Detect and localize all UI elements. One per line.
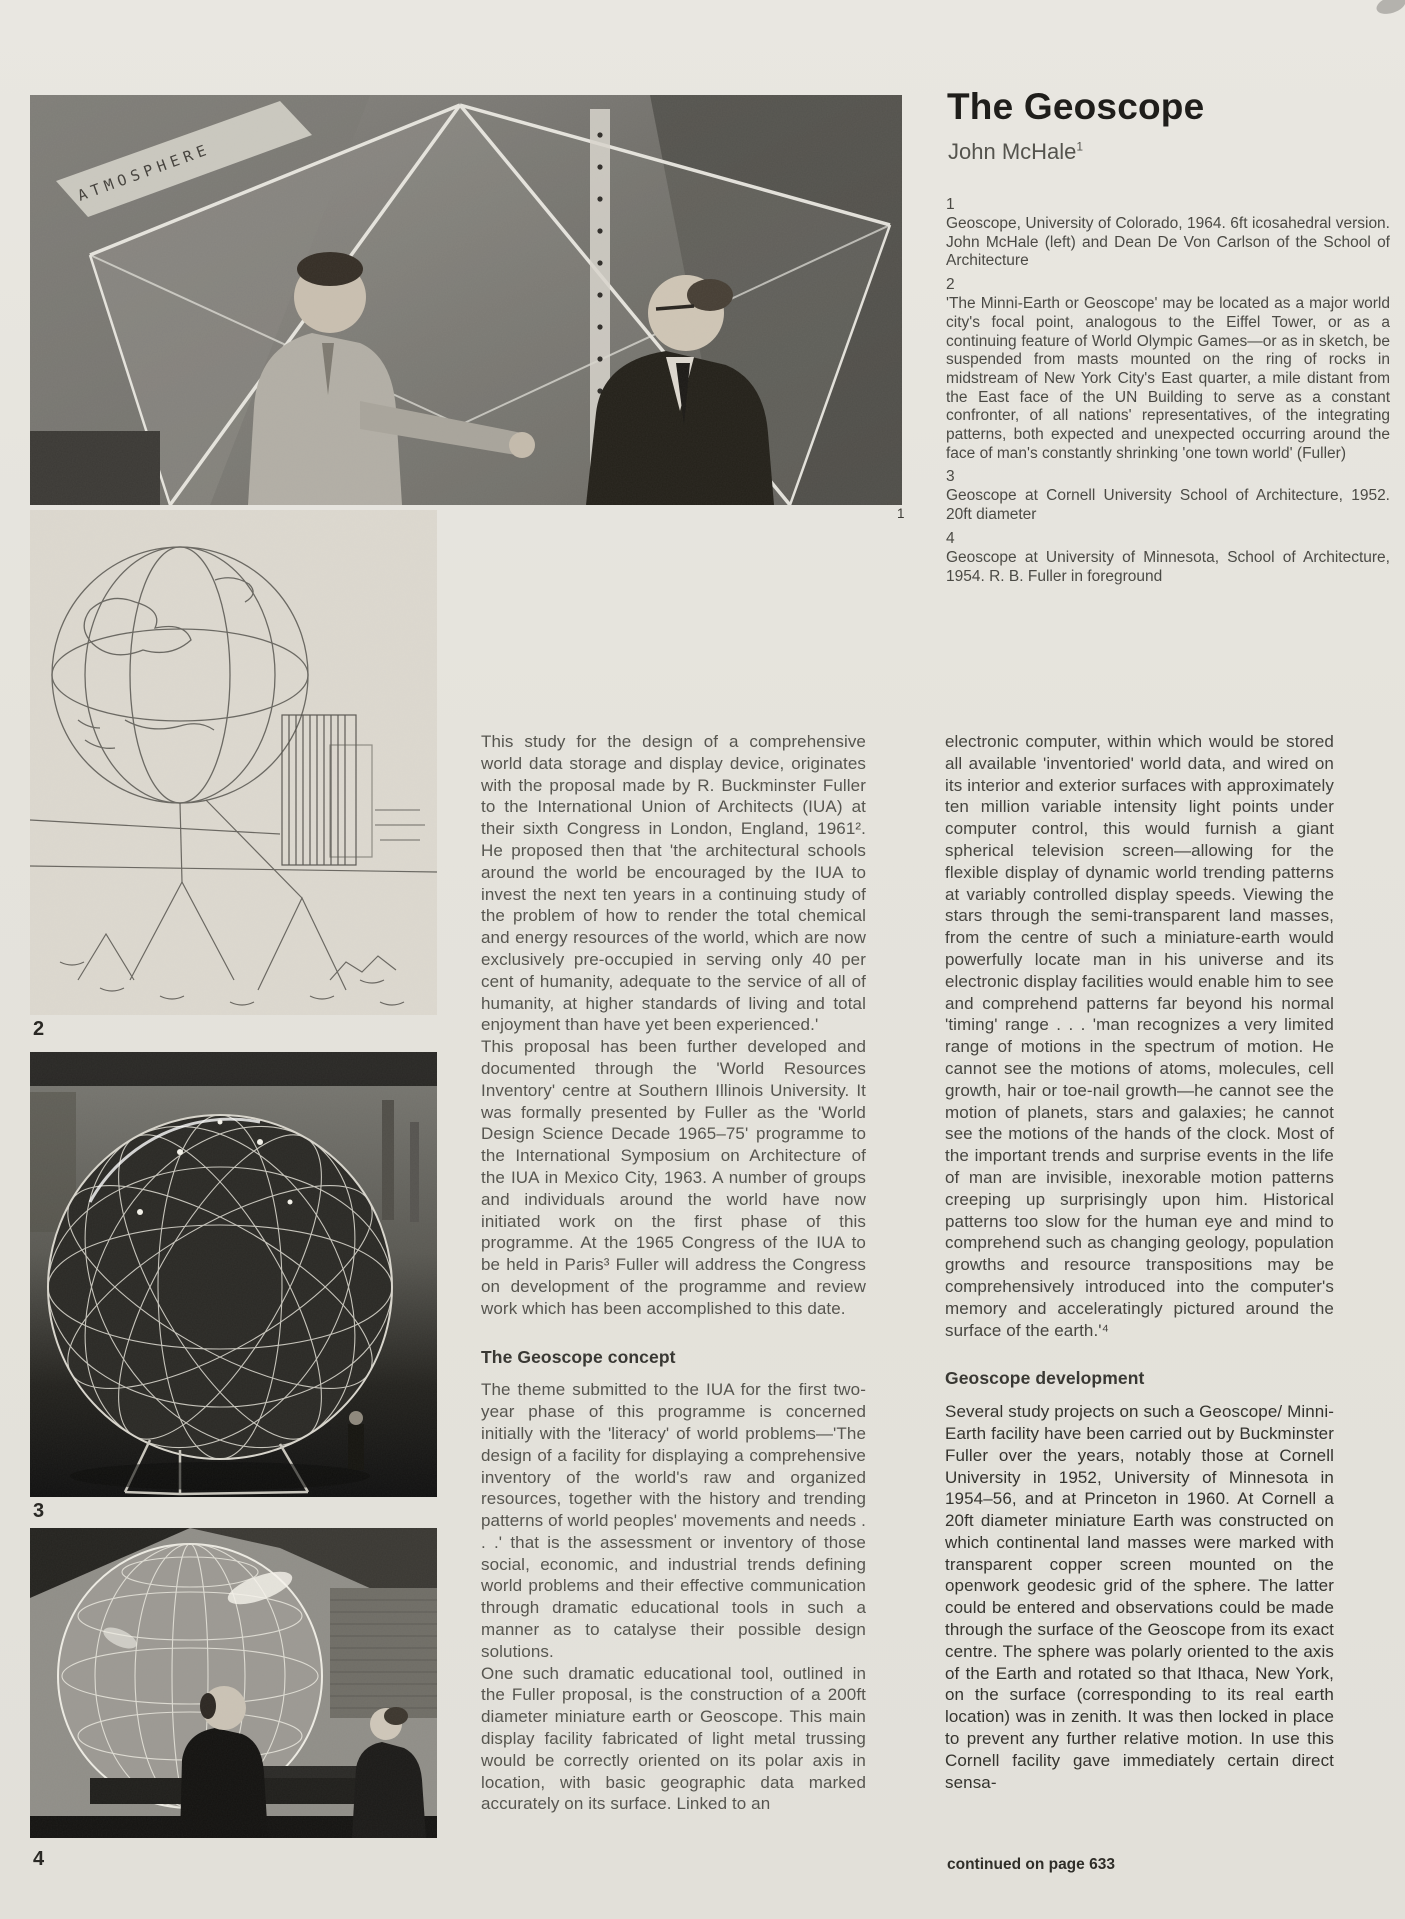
caption-3-number: 3 <box>946 468 955 486</box>
figure-1-photo <box>30 95 902 505</box>
figure-2-sketch <box>30 510 437 1015</box>
author-footnote-marker: 1 <box>1076 139 1084 154</box>
caption-4-text: Geoscope at University of Minnesota, School of Architecture, 1954. R. B. Fuller in foreground <box>946 548 1390 585</box>
figure-4-label: 4 <box>33 1848 45 1870</box>
caption-2-text: 'The Minni-Earth or Geoscope' may be located as a major world city's focal point, analogous to the Eiffel Tower, or as a continuing feature of World Olympic Games—or as in sketch, be suspended from masts mounted on the ring of rocks in midstream of New York City's East quarter, a mile distant from the East face of the UN Building to serve as a constant confronter, of all nations' representatives, of the integrating patterns, both expected and unexpected occurring around the face of man's constantly shrinking 'one town world' (Fuller) <box>946 295 1390 462</box>
figure-4-illustration <box>30 1528 437 1838</box>
col1-paragraph-2: This proposal has been further developed and documented through the 'World Resources Inventory' centre at Southern Illinois University. It was formally presented by Fuller as the 'World Design Science Decade 1965–75' programme to the International Symposium on Architecture of the IUA in Mexico City, 1963. A number of groups and individuals around the world have now initiated work on the first phase of this programme. At the 1965 Congress of the IUA to be held in Paris³ Fuller will address the Congress on development of the programme and review work which has been accomplished to this date. <box>481 1037 866 1318</box>
figure-4-photo <box>30 1528 437 1838</box>
article-title: The Geoscope <box>947 86 1205 127</box>
caption-4 <box>946 530 1390 586</box>
caption-1 <box>946 196 1390 271</box>
figure-3-illustration <box>30 1052 437 1497</box>
figure-2-label: 2 <box>33 1018 45 1040</box>
col1-paragraph-4: One such dramatic educational tool, outlined in the Fuller proposal, is the construction of a 200ft diameter miniature earth or Geoscope. This main display facility fabricated of light metal trussing would be correctly oriented on its polar axis in location, with basic geographic data marked accurately on its surface. Linked to an <box>481 1663 866 1814</box>
subhead-geoscope-development: Geoscope development <box>945 1368 1145 1389</box>
article-author <box>948 139 1083 165</box>
caption-2 <box>946 276 1390 463</box>
continued-note: continued on page 633 <box>947 1856 1115 1873</box>
caption-3-text: Geoscope at Cornell University School of Architecture, 1952. 20ft diameter <box>946 487 1390 524</box>
subhead-geoscope-concept: The Geoscope concept <box>481 1346 676 1367</box>
figure-3-photo <box>30 1052 437 1497</box>
figure-1-label: 1 <box>897 506 905 521</box>
caption-2-number: 2 <box>946 276 955 294</box>
body-column-2 <box>945 731 1334 1793</box>
author-name: John McHale <box>948 139 1077 164</box>
caption-4-number: 4 <box>946 529 955 547</box>
caption-1-text: Geoscope, University of Colorado, 1964. 6ft icosahedral version. John McHale (left) and Dean De Von Carlson of the School of Architecture <box>946 215 1390 270</box>
col1-paragraph-1: This study for the design of a comprehensive world data storage and display device, originates with the proposal made by R. Buckminster Fuller to the International Union of Architects (IUA) at their sixth Congress in London, England, 1961². He proposed then that 'the architectural schools around the world be encouraged by the IUA to invest the next ten years in a continuing study of the problem of how to render the total chemical and energy resources of the world, which are now exclusively pre-occupied in serving only 40 per cent of humanity, adequate to the service of all of humanity, at higher standards of living and total enjoyment than have yet been experienced.' <box>481 732 866 1035</box>
caption-1-number: 1 <box>946 196 955 213</box>
caption-block <box>946 196 1390 591</box>
body-column-1 <box>481 731 866 1815</box>
scan-artifact <box>1374 0 1405 17</box>
figure-2-illustration <box>30 510 437 1015</box>
col2-paragraph-2: Several study projects on such a Geoscope/ Minni-Earth facility have been carried out by Buckminster Fuller over the years, notably those at Cornell University in 1952, University of Minnesota in 1954–56, and at Princeton in 1960. At Cornell a 20ft diameter miniature Earth was constructed on which continental land masses were marked with transparent copper screen mounted on the openwork geodesic grid of the sphere. The latter could be entered and observations could be made through the surface of the Geoscope from its exact centre. The sphere was polarly oriented to the axis of the Earth and rotated so that Ithaca, New York, on the surface (corresponding to its real earth location) was in zenith. It was then locked in place to prevent any further relative motion. In use this Cornell facility gave immediately certain direct sensa- <box>945 1402 1334 1792</box>
figure-1-illustration <box>30 95 902 505</box>
figure-3-label: 3 <box>33 1500 45 1522</box>
col1-paragraph-3: The theme submitted to the IUA for the first two-year phase of this programme is concerned initially with the 'literacy' of world problems—'The design of a facility for displaying a comprehensive inventory of the world's raw and organized resources, together with the history and trending patterns of world peoples' movements and needs . . .' that is the assessment or inventory of those social, economic, and industrial trends defining world problems and their effective communication through dramatic educational tools in such a manner as to catalyse their possible design solutions. <box>481 1380 866 1661</box>
caption-3 <box>946 468 1390 524</box>
col2-paragraph-1: electronic computer, within which would be stored all available 'inventoried' world data, and wired on its interior and exterior surfaces with approximately ten million variable intensity light points under computer control, this would furnish a giant spherical television screen—allowing for the flexible display of dynamic world trending patterns at variably controlled display speeds. Viewing the stars through the semi-transparent land masses, from the centre of such a miniature-earth would powerfully locate man in his universe and its electronic display facilities would enable him to see and comprehend patterns far beyond his normal 'timing' range . . . 'man recognizes a very limited range of motions in the spectrum of motion. He cannot see the motions of atoms, molecules, cell growth, hair or toe-nail growth—he cannot see the motion of planets, stars and galaxies; he cannot see the motions of the hands of the clock. Most of the important trends and surprise events in the life of man are invisible, inexorable motion patterns creeping up surprisingly upon him. Historical patterns too slow for the human eye and mind to comprehend such as changing geology, population growths and resource transpositions may be comprehensively introduced into the computer's memory and acceleratingly pictured around the surface of the earth.'⁴ <box>945 732 1334 1340</box>
